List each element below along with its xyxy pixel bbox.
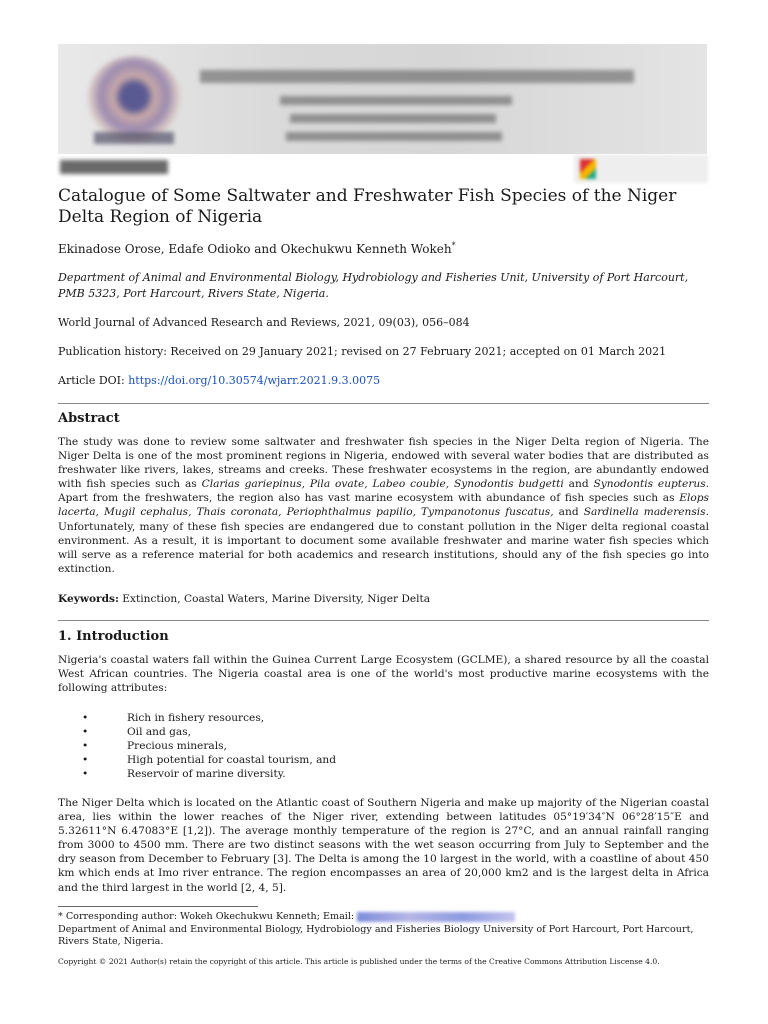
article-title: Catalogue of Some Saltwater and Freshwater Fish Species of the Niger Delta Region of Nigeria <box>58 186 677 227</box>
introduction-paragraph-2: The Niger Delta which is located on the Atlantic coast of Southern Nigeria and make up majority of the Nigerian coastal area, lies within the lower reaches of the Niger river, extending between latitudes 05°19′34″N 06°28′15″E and 5.32611°N 6.47083°E [1,2]). The average monthly temperature of the region is 27°C, and an annual rainfall ranging from 3000 to 4500 mm. There are two distinct seasons with the wet season occurring from July to September and the dry season from December to February [3]. The Delta is among the 10 largest in the world, with a coastline of about 450 km which ends at Imo river entrance. The region encompasses an area of 20,000 km2 and is the largest delta in Africa and the third largest in the world [2, 4, 5]. <box>58 797 709 894</box>
banner-line-1 <box>280 96 512 105</box>
journal-reference: World Journal of Advanced Research and Reviews, 2021, 09(03), 056–084 <box>58 316 470 329</box>
copyright-notice: Copyright © 2021 Author(s) retain the copyright of this article. This article is published under the terms of the Creative Commons Attribution Liscense 4.0. <box>58 957 660 966</box>
author-list: Ekinadose Orose, Edafe Odioko and Okechukwu Kenneth Wokeh* <box>58 241 456 256</box>
introduction-heading: 1. Introduction <box>58 629 169 644</box>
divider-bottom-abstract <box>58 620 709 621</box>
author-affiliation: Department of Animal and Environmental Biology, Hydrobiology and Fisheries Unit, University of Port Harcourt, PMB 5323, Port Harcourt, Rivers State, Nigeria. <box>58 271 689 300</box>
doi-link[interactable]: https://doi.org/10.30574/wjarr.2021.9.3.0075 <box>128 374 381 387</box>
journal-banner <box>58 44 707 154</box>
journal-logo-caption <box>94 132 174 144</box>
crossmark-check-for-updates-icon[interactable] <box>574 155 708 183</box>
introduction-paragraph-1: Nigeria's coastal waters fall within the Guinea Current Large Ecosystem (GCLME), a shared resource by all the coastal West African countries. The Nigeria coastal area is one of the world's most productive marine ecosystems with the following attributes: <box>58 654 709 695</box>
footnote-divider <box>58 906 258 907</box>
banner-title-bar <box>200 70 634 83</box>
article-doi: Article DOI: https://doi.org/10.30574/wjarr.2021.9.3.0075 <box>58 374 381 387</box>
publication-history: Publication history: Received on 29 January 2021; revised on 27 February 2021; accepted on 01 March 2021 <box>58 345 667 358</box>
corresponding-author-footnote: * Corresponding author: Wokeh Okechukwu Kenneth; Email: Department of Animal and Environmental Biology, Hydrobiology and Fisheries Biology University of Port Harcourt, Port Harcourt, Rivers State, Nigeria. <box>58 911 694 947</box>
divider-top-abstract <box>58 403 709 404</box>
banner-line-3 <box>286 132 502 141</box>
abstract-text: The study was done to review some saltwater and freshwater fish species in the Niger Delta region of Nigeria. The Niger Delta is one of the most prominent regions in Nigeria, endowed with several water bodies that are distributed as freshwater like rivers, lakes, streams and creeks. These freshwater ecosystems in the region, are abundantly endowed with fish species such as Clarias gariepinus, Pila ovate, Labeo coubie, Synodontis budgetti and Synodontis eupterus. Apart from the freshwaters, the region also has vast marine ecosystem with abundance of fish species such as Elops lacerta, Mugil cephalus, Thais coronata, Periophthalmus papilio, Tympanotonus fuscatus, and Sardinella maderensis. Unfortunately, many of these fish species are endangered due to constant pollution in the Niger delta regional coastal environment. As a result, it is important to document some available freshwater and marine water fish species which will serve as a reference material for both academics and research institutions, should any of the fish species go into extinction. <box>58 436 710 575</box>
redacted-email <box>357 912 515 922</box>
article-type-label <box>60 160 168 174</box>
banner-line-2 <box>290 114 496 123</box>
abstract-heading: Abstract <box>58 411 120 426</box>
keywords: Keywords: Extinction, Coastal Waters, Marine Diversity, Niger Delta <box>58 593 431 605</box>
